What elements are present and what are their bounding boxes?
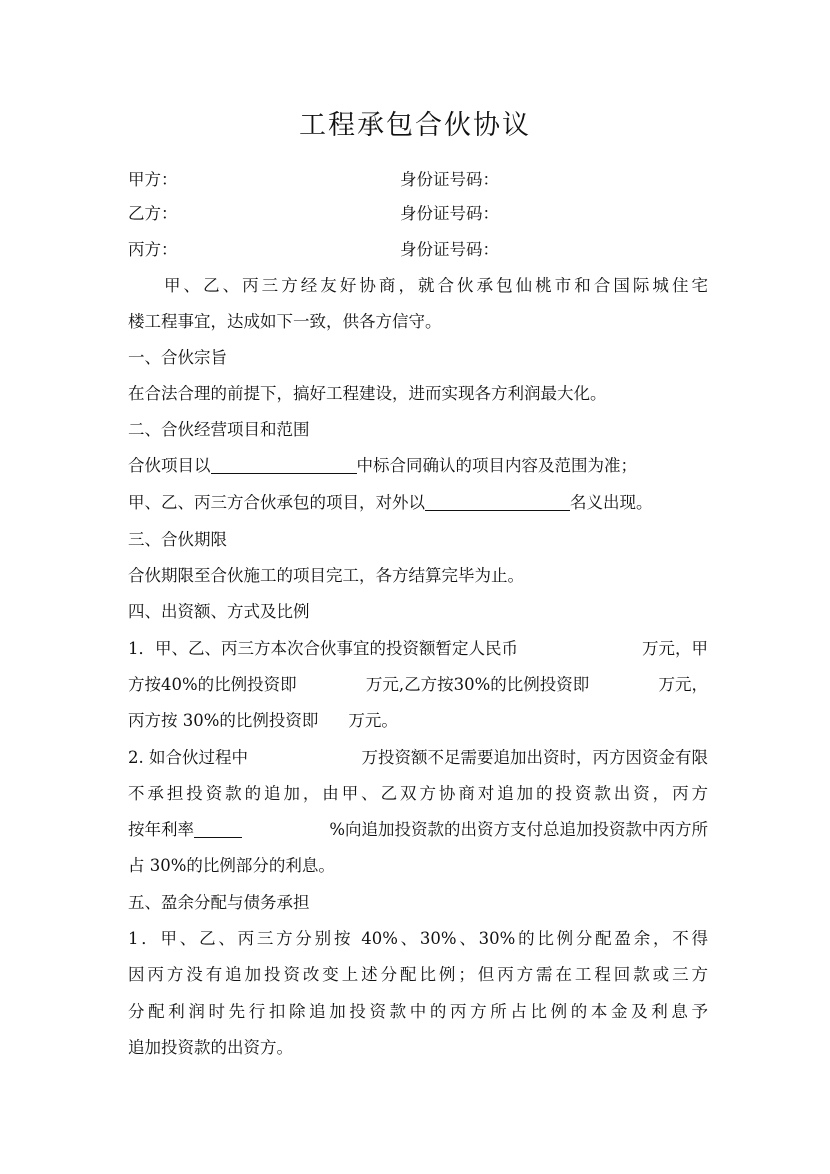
section-2-heading: 二、合伙经营项目和范围 [128,420,310,439]
section-1-text: 在合法合理的前提下，搞好工程建设，进而实现各方利润最大化。 [128,384,607,403]
intro-line-1: 甲、乙、丙三方经友好协商，就合伙承包仙桃市和合国际城住宅 [164,276,708,295]
section-4-p2-line-3 [128,819,708,841]
party-c-id-label: 身份证号码： [400,240,499,259]
text: 合伙项目以 [128,456,211,475]
section-2-line-1 [128,455,637,477]
blank-field [425,492,570,511]
party-a-label: 甲方： [128,170,178,189]
blank-field [211,455,357,474]
text: 万元，甲 [642,639,708,658]
section-4-p1-line-2 [128,674,708,696]
section-4-p2-line-4: 占 30%的比例部分的利息。 [128,856,335,875]
section-1-heading: 一、合伙宗旨 [128,348,227,367]
party-c-row [128,239,708,261]
text: 方按40%的比例投资即 [128,675,297,694]
text: 万投资额不足需要追加出资时，丙方因资金有限 [361,748,708,767]
text: 1．甲、乙、丙三方本次合伙事宜的投资额暂定人民币 [128,639,518,658]
section-4-heading: 四、出资额、方式及比例 [128,602,310,621]
text: 万元。 [348,711,398,730]
text: 中标合同确认的项目内容及范围为准； [356,456,637,475]
party-c-label: 丙方： [128,240,178,259]
section-3-text: 合伙期限至合伙施工的项目完工，各方结算完毕为止。 [128,566,524,585]
text: 甲、乙、丙三方合伙承包的项目，对外以 [128,493,425,512]
text: 丙方按 30%的比例投资即 [128,711,319,730]
text: %向追加投资款的出资方支付总追加投资款中丙方所 [329,820,708,839]
party-a-id-label: 身份证号码： [400,170,499,189]
section-4-p2-line-1 [128,747,708,769]
section-5-heading: 五、盈余分配与债务承担 [128,893,310,912]
section-5-line-3: 分配利润时先行扣除追加投资款中的丙方所占比例的本金及利息予 [128,1002,708,1021]
text: 2. 如合伙过程中 [128,748,248,767]
party-b-id-label: 身份证号码： [400,204,499,223]
party-a-row [128,169,708,191]
text: 万元， [658,675,708,694]
party-b-label: 乙方： [128,204,178,223]
section-5-line-4: 追加投资款的出资方。 [128,1038,293,1057]
section-3-heading: 三、合伙期限 [128,530,227,549]
section-4-p1-line-1 [128,638,708,660]
section-4-p1-line-3 [128,710,398,732]
intro-line-2: 楼工程事宜，达成如下一致，供各方信守。 [128,312,442,331]
section-5-line-2: 因丙方没有追加投资改变上述分配比例；但丙方需在工程回款或三方 [128,965,708,984]
party-b-row [128,203,708,225]
text: 按年利率 [128,820,194,839]
blank-field [194,819,242,838]
section-2-line-2 [128,492,653,514]
document-title: 工程承包合伙协议 [299,110,531,141]
text: 万元,乙方按30%的比例投资即 [365,675,590,694]
text: 名义出现。 [570,493,653,512]
section-4-p2-line-2: 不承担投资款的追加，由甲、乙双方协商对追加的投资款出资，丙方 [128,784,708,803]
section-5-line-1: 1．甲、乙、丙三方分别按 40%、30%、30%的比例分配盈余，不得 [128,929,708,948]
